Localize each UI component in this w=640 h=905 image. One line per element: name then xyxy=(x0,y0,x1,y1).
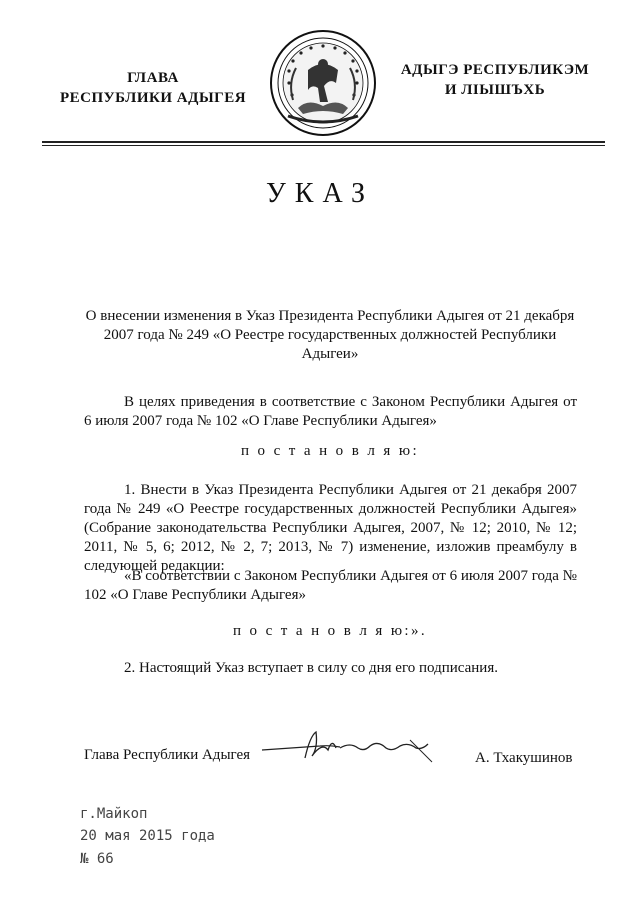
handwritten-signature xyxy=(260,728,435,764)
document-title: УКАЗ xyxy=(265,178,375,209)
item-1-paragraph: 1. Внести в Указ Президента Республики Адыгея от 21 декабря 2007 года № 249 «О Реестре государственных должностей Республики Адыгея» (Собрание законодательства Республики Адыгея, 2007, № 12; 2010, № 12; 2011, № 5, 6; 2012, № 2, 7; 2013, № 7) изменение, изложив преамбулу в следующей редакции: xyxy=(84,482,577,574)
header-divider-thin xyxy=(42,145,605,146)
preamble-paragraph: В целях приведения в соответствие с Законом Республики Адыгея от 6 июля 2007 года № 102 «О Главе Республики Адыгея» xyxy=(84,394,577,429)
header-left-line1: ГЛАВА xyxy=(127,70,179,86)
decree-word: п о с т а н о в л я ю: xyxy=(240,443,420,459)
header-right-line1: АДЫГЭ РЕСПУБЛИКЭМ xyxy=(400,62,590,78)
signatory-position: Глава Республики Адыгея xyxy=(84,747,251,763)
coat-of-arms-icon xyxy=(268,28,378,138)
header-right-title xyxy=(385,60,605,100)
quoted-preamble-paragraph: «В соответствии с Законом Республики Адыгея от 6 июля 2007 года № 102 «О Главе Республики Адыгея» xyxy=(84,568,577,603)
decree-word-quoted: п о с т а н о в л я ю:». xyxy=(232,623,428,639)
header-left-line2: РЕСПУБЛИКИ АДЫГЕЯ xyxy=(59,90,247,106)
stamp-date: 20 мая 2015 года xyxy=(80,828,215,844)
signatory-name: А. Тхакушинов xyxy=(475,750,573,766)
stamp-city: г.Майкоп xyxy=(80,806,148,822)
header-right-line2: И ЛІЫШЪХЬ xyxy=(444,82,546,98)
header-divider-thick xyxy=(42,141,605,143)
stamp-number: № 66 xyxy=(80,851,114,867)
header-left-title xyxy=(48,68,258,108)
document-subject: О внесении изменения в Указ Президента Республики Адыгея от 21 декабря 2007 года № 249 «О Реестре государственных должностей Республики Адыгеи» xyxy=(85,308,575,362)
item-2-paragraph: 2. Настоящий Указ вступает в силу со дня его подписания. xyxy=(124,660,498,676)
